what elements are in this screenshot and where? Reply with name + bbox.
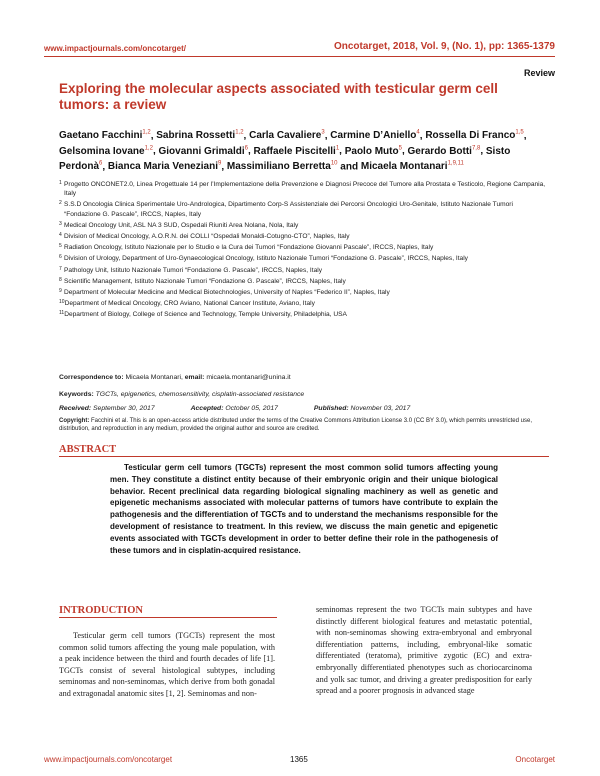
introduction-heading: INTRODUCTION	[59, 605, 144, 616]
author-name: Sisto Perdonà$^6$	[59, 145, 511, 172]
accepted-date: Accepted: October 05, 2017	[190, 405, 278, 412]
author-affiliation-marker: 1,9,11	[447, 160, 464, 167]
page-number: 1365	[290, 755, 308, 764]
author-list: Gaetano Facchini$^{1,2}$, Sabrina Rossetti$^{1,2}$, Carla Cavaliere$^3$, Carmine D’Aniello$^4$, Rossella Di Franco$^{1,5}$, Gelsomina Iovane$^{1,2}$, Giovanni Grimaldi$^6$, Raffaele Piscitelli$^1$, Paolo Muto$^5$, Gerardo Botti$^{7,8}$, Sisto Perdonà$^6$, Bianca Maria Veneziani$^9$, Massimiliano Berretta$^{10}$ and Micaela Montanari$^{1,9,11}$	[59, 130, 527, 172]
author-affiliation-marker: 4	[416, 130, 420, 136]
copyright-text: Facchini et al. This is an open-access article distributed under the terms of the Creative Commons Attribution License 3.0 (CC BY 3.0), which permits unrestricted use, distribution, and reproduction in any medium, provided the original author and source are credited.	[59, 418, 532, 432]
author-affiliation-marker: 6	[244, 145, 248, 152]
email-label: email:	[184, 374, 205, 381]
affiliation-item	[59, 254, 549, 263]
abstract-divider	[59, 456, 549, 457]
correspondence-name: Micaela Montanari,	[125, 374, 183, 381]
affiliation-text: Department of Medical Oncology, CRO Aviano, National Cancer Institute, Aviano, Italy	[64, 300, 315, 308]
author-name: Bianca Maria Veneziani$^9$	[107, 160, 222, 172]
affiliation-number: 5	[59, 243, 62, 250]
author-affiliation-marker: 1,2	[144, 145, 153, 152]
footer-journal: Oncotarget	[515, 755, 555, 764]
author-affiliation-marker: 1,5	[515, 130, 524, 136]
correspondence-line	[59, 374, 549, 381]
affiliation-item	[59, 180, 549, 198]
affiliation-text: Division of Medical Oncology, A.O.R.N. dei COLLI “Ospedali Monaldi-Cotugno-CTO”, Naples, Italy	[64, 233, 350, 241]
affiliation-list	[59, 180, 549, 322]
affiliation-text: Division of Urology, Department of Uro-Gynaecological Oncology, Istituto Nazionale Tumori “Fondazione G. Pascale”, IRCCS, Naples, Italy	[64, 255, 468, 263]
correspondence-label: Correspondence to:	[59, 374, 124, 381]
affiliation-number: 6	[59, 254, 62, 261]
footer-url[interactable]: www.impactjournals.com/oncotarget	[44, 755, 173, 764]
received-date: Received: September 30, 2017	[59, 405, 155, 412]
author-name: Carmine D’Aniello$^4$	[330, 130, 420, 142]
author-affiliation-marker: 9	[217, 160, 222, 167]
affiliation-text: Medical Oncology Unit, ASL NA 3 SUD, Ospedali Riuniti Area Nolana, Nola, Italy	[64, 221, 299, 229]
affiliation-item	[59, 299, 549, 308]
copyright-note	[59, 417, 549, 433]
affiliation-item	[59, 288, 549, 297]
dates-line	[59, 405, 549, 412]
journal-citation-header: Oncotarget, 2018, Vol. 9, (No. 1), pp: 1365-1379	[333, 41, 555, 52]
affiliation-number: 1	[59, 180, 62, 186]
affiliation-number: 3	[59, 220, 62, 227]
author-name: Gaetano Facchini$^{1,2}$	[59, 130, 151, 142]
affiliation-text: Scientific Management, Istituto Nazionale Tumori “Fondazione G. Pascale”, IRCCS, Naples, Italy	[64, 277, 346, 285]
affiliation-item	[59, 221, 549, 230]
author-name: Carla Cavaliere$^3$	[249, 130, 325, 142]
affiliation-number: 10	[59, 299, 65, 306]
affiliation-text: S.S.D Oncologia Clinica Sperimentale Uro-Andrologica, Dipartimento Corp-S Assistenziale dei Percorsi Oncologici Uro-Genitale, Istituto Nazionale Tumori “Fondazione G. Pascale”, IRCCS, Naples, Italy	[64, 201, 513, 218]
affiliation-number: 2	[59, 200, 62, 207]
correspondence-email[interactable]: micaela.montanari@unina.it	[206, 374, 291, 381]
author-name: Raffaele Piscitelli$^1$	[253, 145, 340, 157]
author-affiliation-marker: 1	[335, 145, 340, 152]
affiliation-text: Radiation Oncology, Istituto Nazionale per lo Studio e la Cura dei Tumori “Fondazione Giovanni Pascale”, IRCCS, Naples, Italy	[64, 244, 434, 252]
article-title: Exploring the molecular aspects associated with testicular germ cell tumors: a review	[59, 81, 498, 112]
affiliation-text: Pathology Unit, Istituto Nazionale Tumori “Fondazione G. Pascale”, IRCCS, Naples, Italy	[64, 266, 323, 274]
affiliation-item	[59, 243, 549, 252]
author-name: Micaela Montanari$^{1,9,11}$	[360, 160, 464, 172]
author-affiliation-marker: 1,2	[142, 130, 151, 136]
author-name: Giovanni Grimaldi$^6$	[158, 145, 248, 157]
affiliation-number: 7	[59, 265, 62, 272]
author-name: Paolo Muto$^5$	[344, 145, 402, 157]
author-affiliation-marker: 7,8	[471, 145, 481, 152]
introduction-divider	[59, 617, 277, 618]
affiliation-number: 4	[59, 232, 62, 239]
author-name: Massimiliano Berretta$^{10}$	[226, 160, 338, 172]
header-divider	[44, 56, 555, 57]
affiliation-number: 8	[59, 276, 62, 283]
published-date: Published: November 03, 2017	[313, 405, 411, 412]
affiliation-item	[59, 200, 549, 218]
author-affiliation-marker: 3	[321, 130, 325, 136]
affiliation-text: Department of Biology, College of Science and Technology, Temple University, Philadelphia, USA	[64, 311, 347, 319]
affiliation-item	[59, 277, 549, 286]
affiliation-number: 11	[59, 310, 65, 317]
author-affiliation-marker: 6	[99, 160, 103, 167]
journal-url-header[interactable]: www.impactjournals.com/oncotarget/	[44, 44, 186, 53]
keywords-label: Keywords:	[59, 391, 94, 398]
author-name: Gerardo Botti$^{7,8}$	[407, 145, 481, 157]
author-affiliation-marker: 10	[330, 160, 338, 167]
introduction-right-column: seminomas represent the two TGCTs main subtypes and have distinctly different biological features and metastatic potential, with non-seminomas showing extra-embryonal and embryonal differentiation patterns, including, embryonal-like somatic differentiated (teratoma), primitive zygotic (EC) and extra-embryonally differentiated phenotypes such as choriocarcinoma and yolk sac tumor, and driving a greater predisposition for early spread and a poorer prognosis in advanced stage	[316, 605, 532, 696]
affiliation-item	[59, 266, 549, 275]
abstract-heading: ABSTRACT	[59, 444, 117, 455]
article-type-label: Review	[523, 68, 555, 78]
affiliation-text: Progetto ONCONET2.0, Linea Progettuale 14 per l’Implementazione della Prevenzione e Diagnosi Precoce del Tumore alla Prostata e Testicolo, Regione Campania, Italy	[64, 181, 546, 198]
affiliation-text: Department of Molecular Medicine and Medical Biotechnologies, University of Naples “Federico II”, Naples, Italy	[64, 289, 390, 297]
keywords-line	[59, 391, 549, 398]
author-name: Gelsomina Iovane$^{1,2}$	[59, 145, 153, 157]
affiliation-number: 9	[59, 288, 62, 295]
introduction-left-column: Testicular germ cell tumors (TGCTs) represent the most common solid tumors affecting the young male population, with a peak incidence between the third and fourth decades of life [1]. TGCTs consist of several histological subtypes, including seminomas and non-seminomas, which derive from both gonadal and extragonadal anatomic sites [1, 2]. Seminomas and non-	[59, 631, 275, 698]
author-name: Sabrina Rossetti$^{1,2}$	[156, 130, 244, 142]
abstract-text: Testicular germ cell tumors (TGCTs) represent the most common solid tumors affecting young men. They constitute a distinct entity because of their embryonic origin and their unique biological behavior. Recent preclinical data regarding biological signaling machinery as well as genetic and epigenetic mechanisms associated with molecular patterns of tumors have contribute to explain the pathogenesis and the differentiation of TGCTs and to understand the mechanisms responsible for the development of resistance to treatment. In this review, we discuss the main genetic and epigenetic events associated with TGCTs development in order to better define their role in the pathogenesis of these tumors and in cisplatin-acquired resistance.	[110, 463, 498, 555]
author-name: Rossella Di Franco$^{1,5}$	[425, 130, 524, 142]
affiliation-item	[59, 232, 549, 241]
author-affiliation-marker: 5	[398, 145, 402, 152]
keywords-value: TGCTs, epigenetics, chemosensitivity, cisplatin-associated resistance	[95, 391, 305, 398]
author-affiliation-marker: 1,2	[235, 130, 244, 136]
affiliation-item	[59, 310, 549, 319]
copyright-label: Copyright:	[59, 418, 90, 424]
